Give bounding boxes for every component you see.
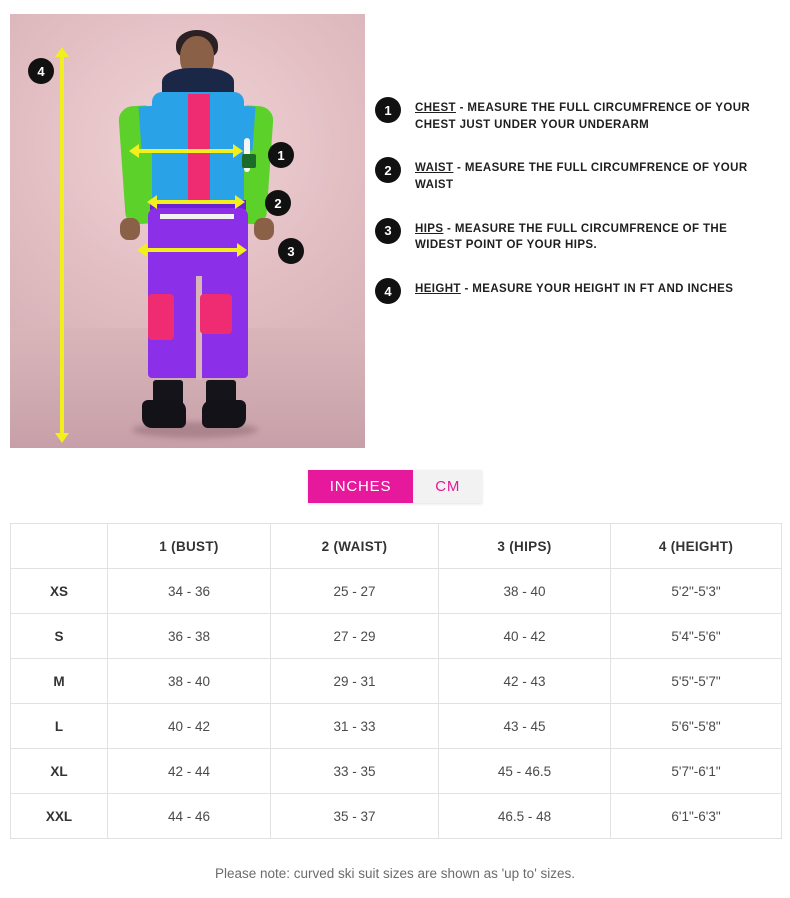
photo-badge-height: 4: [28, 58, 54, 84]
model-photo: [10, 14, 365, 448]
table-row: [11, 794, 782, 839]
legend-desc-waist: - MEASURE THE FULL CIRCUMFRENCE OF YOUR WAIST: [415, 162, 748, 192]
legend-text-waist: [415, 160, 775, 193]
height-measure-line-icon: [60, 56, 64, 434]
cell-bust: 34 - 36: [108, 569, 271, 614]
table-header-row: [11, 524, 782, 569]
unit-toggle-cm[interactable]: CM: [413, 470, 482, 503]
cell-hips: 38 - 40: [439, 569, 611, 614]
legend-badge-2: 2: [375, 157, 401, 183]
cell-hips: 43 - 45: [439, 704, 611, 749]
cell-height: 5'6"-5'8": [611, 704, 782, 749]
cell-height: 6'1"-6'3": [611, 794, 782, 839]
table-head: [11, 524, 782, 569]
legend-keyword-hips: HIPS: [415, 222, 444, 235]
cell-height: 5'5"-5'7": [611, 659, 782, 704]
cell-bust: 44 - 46: [108, 794, 271, 839]
cell-size: S: [11, 614, 108, 659]
cell-hips: 45 - 46.5: [439, 749, 611, 794]
chest-measure-arrow-icon: [138, 149, 234, 153]
cell-hips: 42 - 43: [439, 659, 611, 704]
cell-size: XL: [11, 749, 108, 794]
cell-height: 5'2"-5'3": [611, 569, 782, 614]
legend-text-height: [415, 281, 733, 298]
legend-desc-hips: - MEASURE THE FULL CIRCUMFRENCE OF THE WIDEST POINT OF YOUR HIPS.: [415, 222, 728, 252]
legend-badge-1: 1: [375, 97, 401, 123]
cell-size: XS: [11, 569, 108, 614]
legend-item-waist: [375, 160, 775, 193]
cell-bust: 40 - 42: [108, 704, 271, 749]
unit-toggle-wrap: [0, 470, 790, 503]
cell-size: XXL: [11, 794, 108, 839]
legend-keyword-waist: WAIST: [415, 162, 454, 175]
cell-hips: 40 - 42: [439, 614, 611, 659]
size-chart-table: [10, 523, 782, 839]
cell-waist: 33 - 35: [271, 749, 439, 794]
cell-height: 5'4"-5'6": [611, 614, 782, 659]
table-body: [11, 569, 782, 839]
table-row: [11, 704, 782, 749]
unit-toggle[interactable]: [308, 470, 482, 503]
legend-text-hips: [415, 221, 775, 254]
cell-hips: 46.5 - 48: [439, 794, 611, 839]
cell-waist: 25 - 27: [271, 569, 439, 614]
cell-waist: 29 - 31: [271, 659, 439, 704]
legend-item-height: [375, 281, 775, 311]
table-row: [11, 749, 782, 794]
cell-waist: 31 - 33: [271, 704, 439, 749]
col-header-size: [11, 524, 108, 569]
col-header-waist: 2 (WAIST): [271, 524, 439, 569]
cell-bust: 38 - 40: [108, 659, 271, 704]
col-header-height: 4 (HEIGHT): [611, 524, 782, 569]
hips-measure-arrow-icon: [146, 248, 238, 252]
cell-waist: 27 - 29: [271, 614, 439, 659]
legend-item-hips: [375, 221, 775, 254]
photo-badge-hips: 3: [278, 238, 304, 264]
cell-bust: 42 - 44: [108, 749, 271, 794]
legend-desc-height: - MEASURE YOUR HEIGHT IN FT AND INCHES: [460, 283, 734, 296]
col-header-bust: 1 (BUST): [108, 524, 271, 569]
size-table-wrap: [10, 523, 781, 839]
legend-item-chest: [375, 100, 775, 133]
footer-note: Please note: curved ski suit sizes are shown as 'up to' sizes.: [214, 866, 576, 881]
unit-toggle-inches[interactable]: INCHES: [308, 470, 413, 503]
waist-measure-arrow-icon: [156, 200, 236, 204]
cell-waist: 35 - 37: [271, 794, 439, 839]
legend-keyword-chest: CHEST: [415, 102, 456, 114]
legend-badge-4: 4: [375, 278, 401, 304]
legend-keyword-height: HEIGHT: [415, 283, 461, 296]
table-row: [11, 569, 782, 614]
cell-height: 5'7"-6'1": [611, 749, 782, 794]
cell-size: L: [11, 704, 108, 749]
photo-badge-chest: 1: [268, 142, 294, 168]
cell-size: M: [11, 659, 108, 704]
legend-badge-3: 3: [375, 218, 401, 244]
cell-bust: 36 - 38: [108, 614, 271, 659]
table-row: [11, 614, 782, 659]
col-header-hips: 3 (HIPS): [439, 524, 611, 569]
legend-text-chest: [415, 100, 775, 133]
photo-badge-waist: 2: [265, 190, 291, 216]
legend-desc-chest: - MEASURE THE FULL CIRCUMFRENCE OF YOUR CHEST JUST UNDER YOUR UNDERARM: [415, 102, 751, 131]
measurement-legend: [375, 100, 775, 338]
table-row: [11, 659, 782, 704]
